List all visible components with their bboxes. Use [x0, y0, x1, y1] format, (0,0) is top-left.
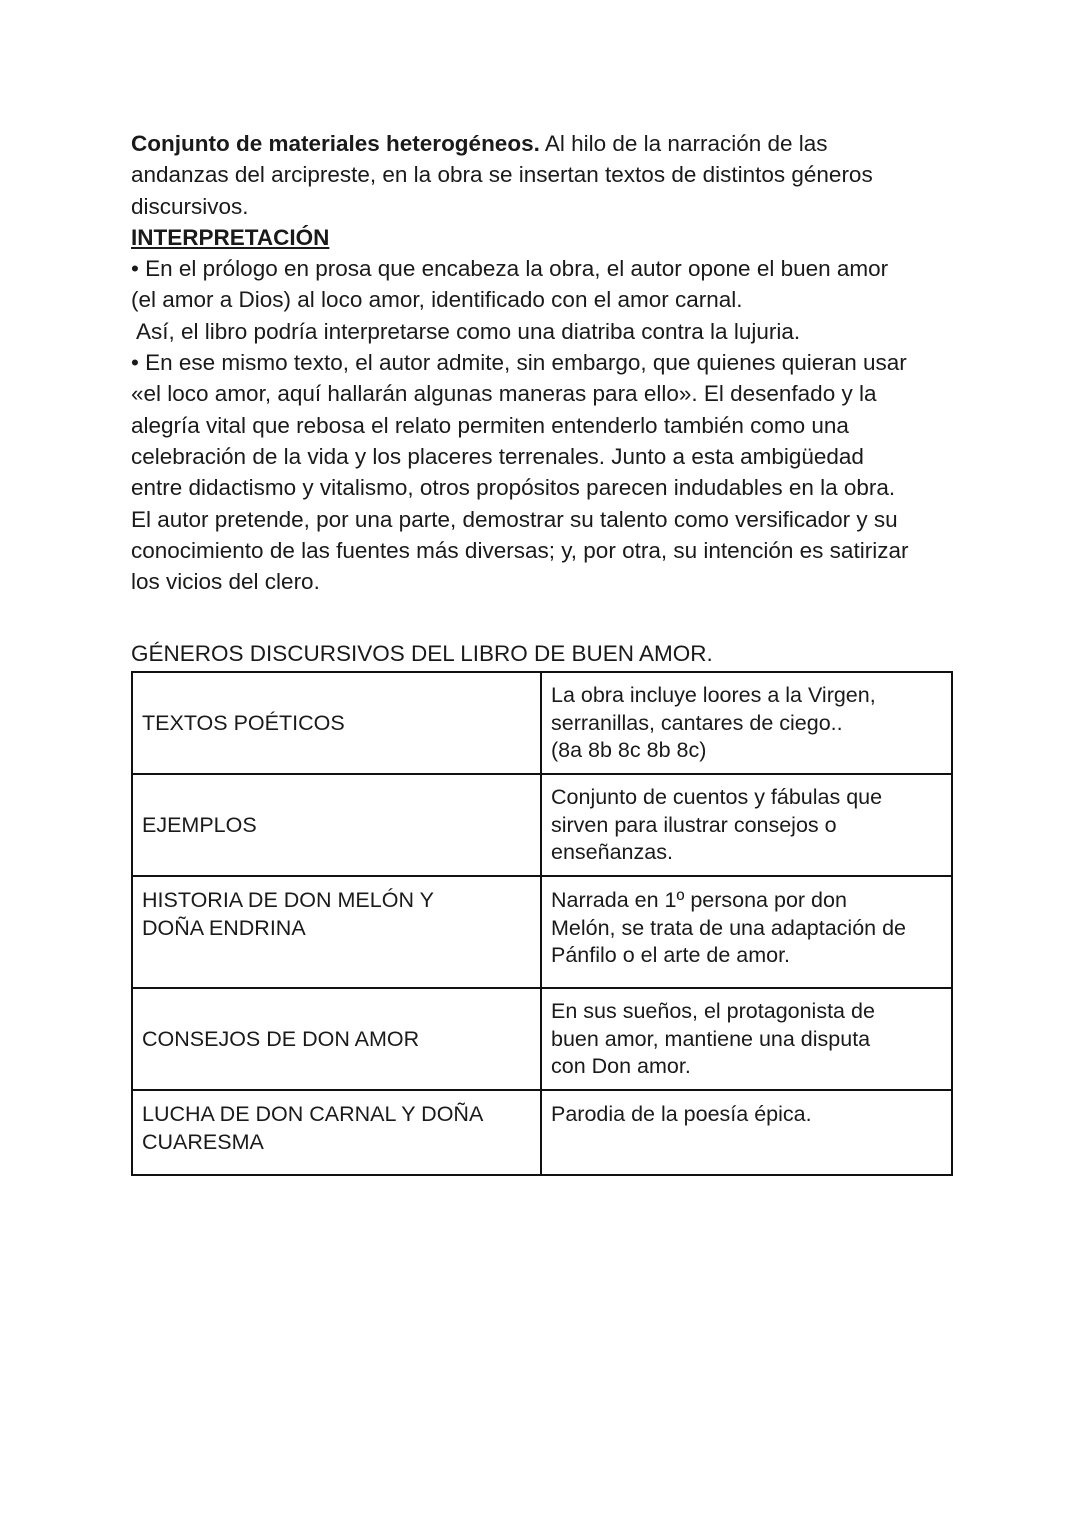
interpretation-line: El autor pretende, por una parte, demostrar su talento como versificador y su — [131, 506, 898, 532]
genre-text: TEXTOS POÉTICOS — [142, 710, 345, 735]
intro-line-2: andanzas del arcipreste, en la obra se insertan textos de distintos géneros — [131, 162, 873, 188]
interpretation-line: «el loco amor, aquí hallarán algunas maneras para ello». El desenfado y la — [131, 381, 877, 407]
genre-text: CUARESMA — [142, 1129, 264, 1154]
description-text: En sus sueños, el protagonista de — [551, 999, 875, 1024]
description-text: enseñanzas. — [551, 840, 673, 865]
interpretation-heading: INTERPRETACIÓN — [131, 224, 330, 250]
table-row — [132, 988, 952, 1090]
description-text: Parodia de la poesía épica. — [551, 1102, 812, 1127]
interpretation-line: los vicios del clero. — [131, 569, 320, 595]
description-text: sirven para ilustrar consejos o — [551, 812, 837, 837]
description-text: (8a 8b 8c 8b 8c) — [551, 738, 707, 763]
interpretation-line: alegría vital que rebosa el relato permiten entenderlo también como una — [131, 412, 849, 438]
interpretation-line: Así, el libro podría interpretarse como una diatriba contra la lujuria. — [131, 318, 801, 344]
description-cell — [541, 1090, 952, 1175]
genre-cell — [132, 774, 541, 876]
genre-cell — [132, 876, 541, 988]
description-cell — [541, 672, 952, 774]
genre-cell — [132, 672, 541, 774]
intro-line-1-rest: Al hilo de la narración de las — [539, 131, 828, 156]
genre-text: EJEMPLOS — [142, 812, 257, 837]
description-text: buen amor, mantiene una disputa — [551, 1026, 871, 1051]
interpretation-line: • En ese mismo texto, el autor admite, sin embargo, que quienes quieran usar — [131, 350, 907, 376]
interpretation-line: entre didactismo y vitalismo, otros propósitos parecen indudables en la obra. — [131, 475, 896, 501]
genre-cell — [132, 988, 541, 1090]
document-page — [131, 128, 961, 1176]
genre-text: CONSEJOS DE DON AMOR — [142, 1026, 420, 1051]
description-cell — [541, 876, 952, 988]
table-row — [132, 876, 952, 988]
interpretation-line: (el amor a Dios) al loco amor, identificado con el amor carnal. — [131, 287, 743, 313]
genre-text: DOÑA ENDRINA — [142, 915, 306, 940]
intro-bold-lead: Conjunto de materiales heterogéneos. — [131, 131, 540, 156]
description-cell — [541, 774, 952, 876]
description-text: serranillas, cantares de ciego.. — [551, 710, 843, 735]
interpretation-line: conocimiento de las fuentes más diversas; y, por otra, su intención es satirizar — [131, 537, 909, 563]
table-row — [132, 1090, 952, 1175]
genre-cell — [132, 1090, 541, 1175]
table-row — [132, 774, 952, 876]
intro-line-1 — [131, 128, 961, 159]
description-text: con Don amor. — [551, 1054, 691, 1079]
interpretation-line: • En el prólogo en prosa que encabeza la obra, el autor opone el buen amor — [131, 256, 889, 282]
description-text: Conjunto de cuentos y fábulas que — [551, 785, 883, 810]
description-text: Melón, se trata de una adaptación de — [551, 915, 907, 940]
table-row — [132, 672, 952, 774]
description-text: La obra incluye loores a la Virgen, — [551, 683, 876, 708]
genres-table — [131, 671, 953, 1176]
intro-line-3: discursivos. — [131, 193, 249, 219]
description-cell — [541, 988, 952, 1090]
genre-text: HISTORIA DE DON MELÓN Y — [142, 888, 434, 913]
description-text: Narrada en 1º persona por don — [551, 888, 847, 913]
table-title: GÉNEROS DISCURSIVOS DEL LIBRO DE BUEN AMOR. — [131, 641, 713, 667]
interpretation-line: celebración de la vida y los placeres terrenales. Junto a esta ambigüedad — [131, 443, 864, 469]
description-text: Pánfilo o el arte de amor. — [551, 943, 791, 968]
genre-text: LUCHA DE DON CARNAL Y DOÑA — [142, 1102, 484, 1127]
